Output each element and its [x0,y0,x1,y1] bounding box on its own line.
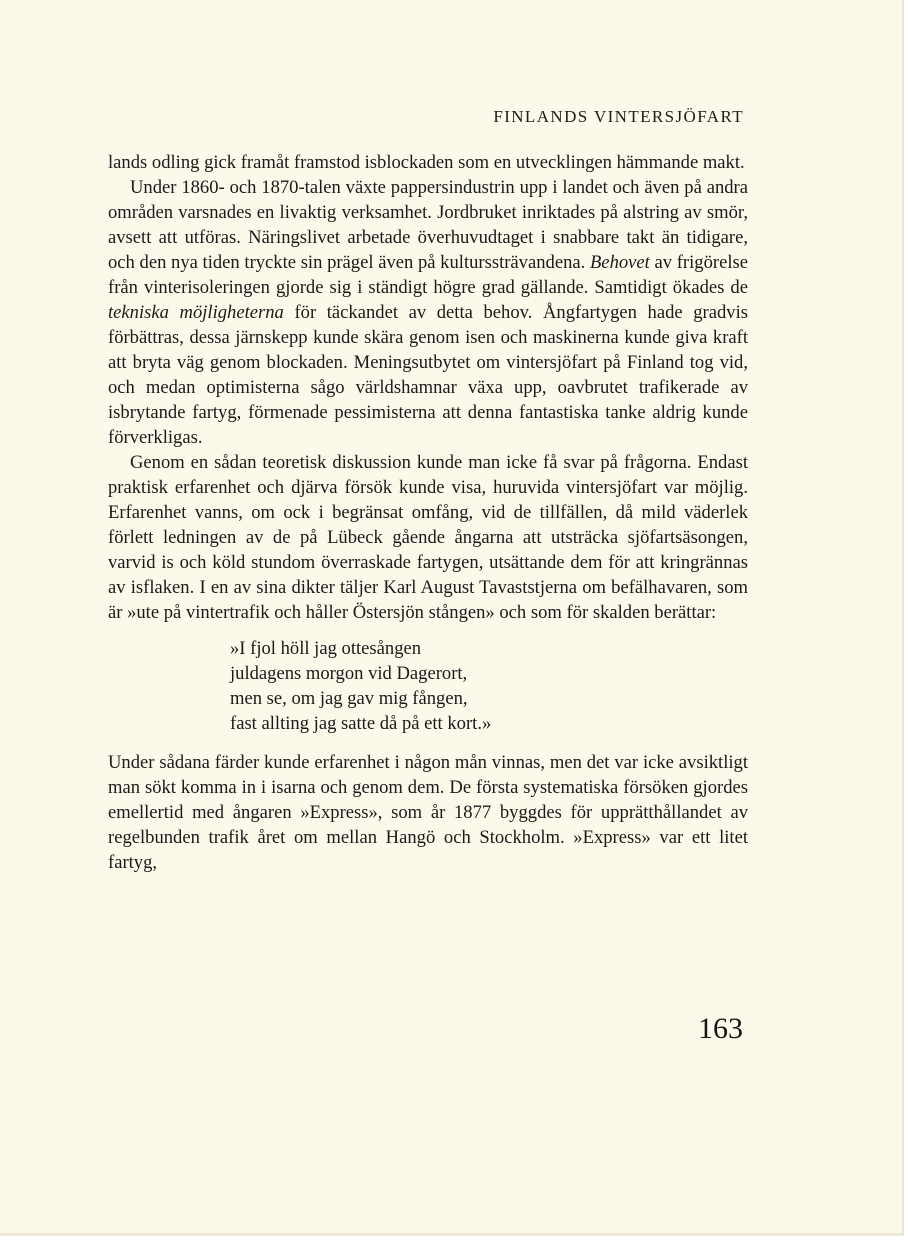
emphasis-behovet: Behovet [589,252,650,273]
emphasis-tekniska-mojligheterna: tekniska möjligheterna [108,302,284,323]
running-head: FINLANDS VINTERSJÖFART [493,107,744,126]
poem-line: juldagens morgon vid Dagerort, [230,663,468,684]
poem-line: men se, om jag gav mig fången, [230,688,468,709]
page-number: 163 [698,1012,743,1045]
paragraph-1: lands odling gick framåt framstod isblockaden som en utvecklingen hämmande makt. [108,152,745,173]
poem-line: fast allting jag satte då på ett kort.» [230,713,492,734]
poem-line: »I fjol höll jag ottesången [230,638,422,659]
paragraph-3: Genom en sådan teoretisk diskussion kunde man icke få svar på frågorna. Endast praktisk erfarenhet och djärva försök kunde visa, huruvida vintersjöfart var möjlig. Erfarenhet vanns, om ock i begränsat omfång, vid de tillfällen, då mild väderlek förlett ledningen av de på Lübeck gående ångarna att utsträcka sjöfartsäsongen, varvid is och köld stundom överraskade fartygen, utsättande dem för att kringrännas av isflaken. I en av sina dikter täljer Karl August Tavaststjerna om befälhavaren, som är »ute på vintertrafik och håller Östersjön stången» och som för skalden berättar: [108,452,748,623]
paragraph-2-part-1: Under 1860- och 1870-talen växte pappersindustrin upp i landet och även på andra områden varsnades en livaktig verksamhet. Jordbruket inriktades på alstring av smör, avsett att utföras. Näringslivet arbetade överhuvudtaget i snabbare takt än tidigare, och den nya tiden tryckte sin prägel även på kulturssträvandena. [108,177,748,273]
poem-quote [230,636,748,736]
paragraph-2 [108,175,748,450]
paragraph-4: Under sådana färder kunde erfarenhet i någon mån vinnas, men det var icke avsiktligt man sökt komma in i isarna och genom dem. De första systematiska försöken gjordes emellertid med ångaren »Express», som år 1877 byggdes för upprätthållandet av regelbunden trafik året om mellan Hangö och Stockholm. »Express» var ett litet fartyg, [108,752,748,873]
paragraph-2-part-2: av frigörelse från vinterisoleringen gjorde sig i ständigt högre grad gällande. Samtidigt ökades de [108,252,748,298]
body-text [108,150,748,875]
paragraph-2-part-3: för täckandet av detta behov. Ångfartygen hade gradvis förbättras, dessa järnskepp kunde skära genom isen och maskinerna kunde giva kraft att bryta väg genom blockaden. Meningsutbytet om vintersjöfart på Finland tog vid, och medan optimisterna sågo världshamnar växa upp, oavbrutet trafikerade av isbrytande fartyg, förmenade pessimisterna att denna fantastiska tanke aldrig kunde förverkligas. [108,302,748,448]
